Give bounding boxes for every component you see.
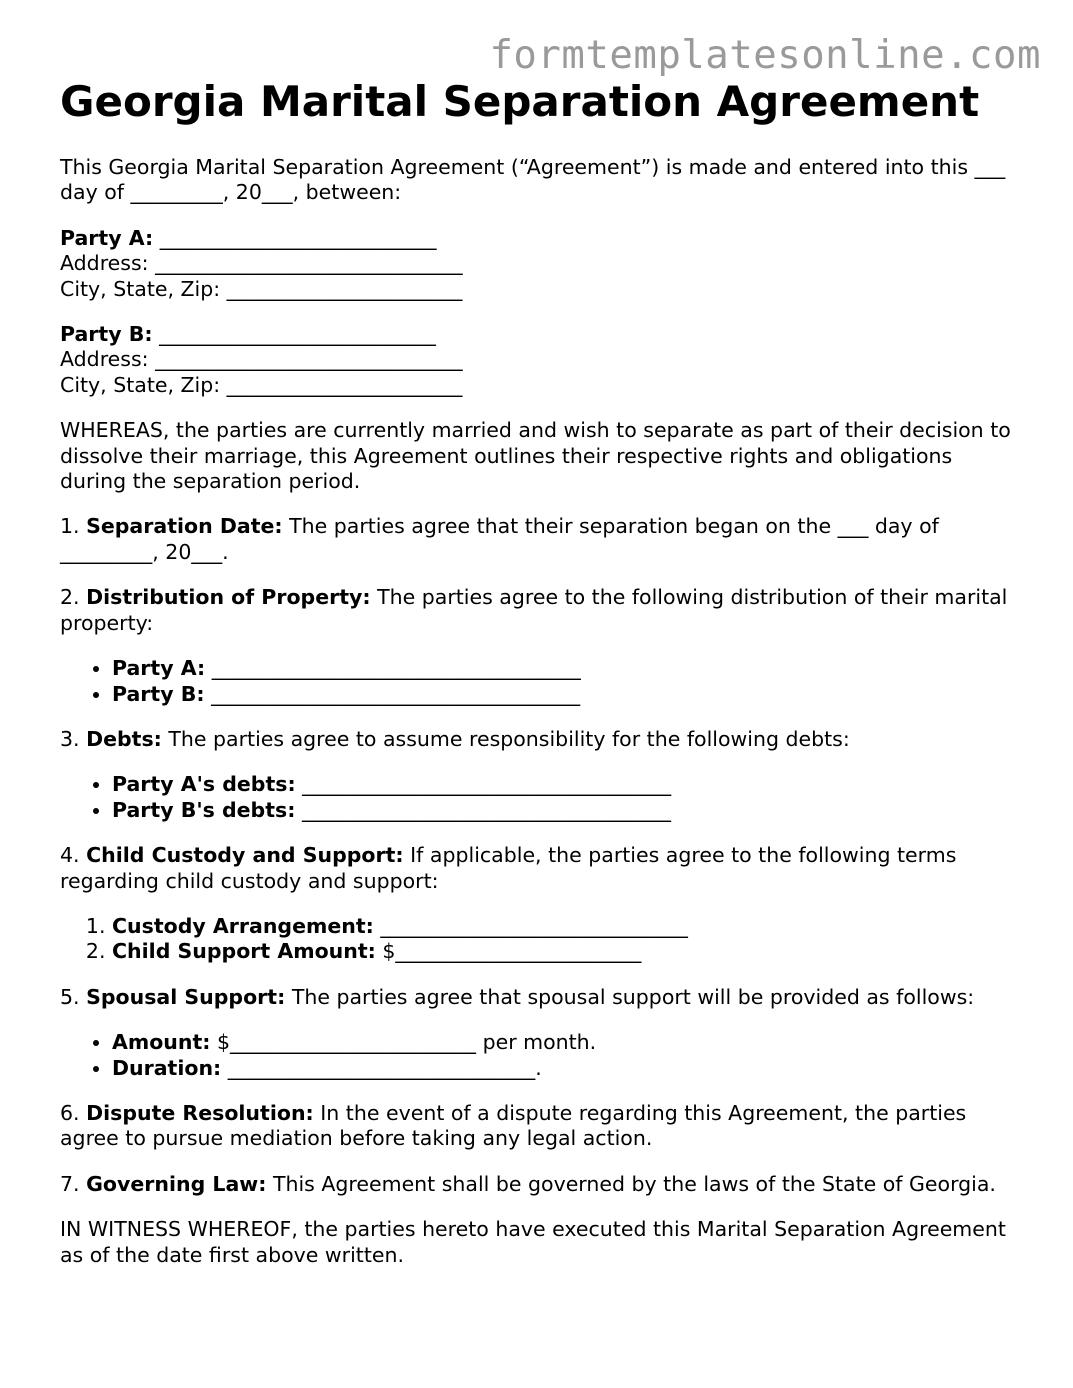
list-item bbox=[112, 1056, 1020, 1081]
section-number: 2. bbox=[60, 585, 87, 610]
section-heading: Separation Date: bbox=[86, 514, 283, 539]
section-heading: Spousal Support: bbox=[86, 984, 286, 1009]
item-label: Party B's debts: bbox=[112, 797, 296, 822]
section-heading: Dispute Resolution: bbox=[86, 1100, 314, 1125]
section-text: The parties agree that their separation began on the ___ day of _________, 20___. bbox=[60, 514, 939, 564]
item-blank: ____________________________________ bbox=[295, 772, 672, 797]
section-governing-law bbox=[60, 1172, 1020, 1197]
section-debts bbox=[60, 727, 1020, 752]
item-blank: ______________________________. bbox=[221, 1055, 542, 1080]
item-label: Party A's debts: bbox=[112, 772, 296, 797]
section-text: The parties agree to assume responsibility for the following debts: bbox=[161, 726, 850, 751]
section-text: In the event of a dispute regarding this Agreement, the parties agree to pursue mediation before taking any legal action. bbox=[60, 1100, 967, 1151]
party-a-name-line bbox=[60, 226, 1020, 251]
section-number: 1. bbox=[60, 514, 87, 539]
witness-paragraph: IN WITNESS WHEREOF, the parties hereto have executed this Marital Separation Agreement as of the date first above written. bbox=[60, 1217, 1006, 1267]
list-item bbox=[112, 682, 1020, 707]
party-b-address-line: Address: ______________________________ bbox=[60, 347, 463, 372]
party-a-address-line: Address: ______________________________ bbox=[60, 251, 463, 276]
party-b-label: Party B: bbox=[60, 322, 153, 347]
item-blank: ____________________________________ bbox=[204, 681, 581, 706]
section-dispute-resolution bbox=[60, 1101, 1020, 1152]
section-heading: Distribution of Property: bbox=[86, 585, 371, 610]
section-heading: Debts: bbox=[86, 726, 162, 751]
intro-paragraph: This Georgia Marital Separation Agreement (“Agreement”) is made and entered into this ___ day of _________, 20___, between: bbox=[60, 155, 1006, 205]
agreement-body bbox=[60, 155, 1020, 1288]
section-heading: Child Custody and Support: bbox=[86, 843, 404, 868]
custody-list bbox=[60, 914, 1020, 965]
section-text: If applicable, the parties agree to the following terms regarding child custody and support: bbox=[60, 843, 957, 893]
item-label: Duration: bbox=[112, 1055, 222, 1080]
section-child-custody bbox=[60, 843, 1020, 894]
item-label: Child Support Amount: bbox=[112, 939, 376, 964]
section-spousal-support bbox=[60, 985, 1020, 1010]
item-label: Custody Arrangement: bbox=[112, 913, 374, 938]
watermark: formtemplatesonline.com bbox=[489, 33, 1041, 78]
list-item bbox=[112, 939, 1020, 964]
item-blank: ______________________________ bbox=[373, 913, 688, 938]
item-label: Party A: bbox=[112, 656, 206, 681]
property-list bbox=[60, 656, 1020, 707]
party-a-name-blank: ___________________________ bbox=[153, 225, 437, 250]
debts-list bbox=[60, 772, 1020, 823]
party-b-city-line: City, State, Zip: _______________________ bbox=[60, 372, 463, 397]
document-title: Georgia Marital Separation Agreement bbox=[60, 77, 980, 126]
party-b-name-line bbox=[60, 322, 1020, 347]
section-text: This Agreement shall be governed by the laws of the State of Georgia. bbox=[266, 1171, 996, 1196]
party-b-block bbox=[60, 322, 1020, 398]
item-blank: ____________________________________ bbox=[295, 797, 671, 822]
section-text: The parties agree to the following distribution of their marital property: bbox=[60, 585, 1008, 635]
item-label: Party B: bbox=[112, 681, 205, 706]
party-a-city-line: City, State, Zip: _______________________ bbox=[60, 276, 463, 301]
item-label: Amount: bbox=[112, 1030, 211, 1055]
list-item bbox=[112, 1030, 1020, 1055]
section-number: 5. bbox=[60, 984, 87, 1009]
party-a-label: Party A: bbox=[60, 225, 154, 250]
section-separation-date bbox=[60, 514, 1020, 565]
section-property bbox=[60, 585, 1020, 636]
section-number: 7. bbox=[60, 1171, 87, 1196]
section-text: The parties agree that spousal support will be provided as follows: bbox=[285, 984, 975, 1009]
party-b-name-blank: ___________________________ bbox=[152, 322, 436, 347]
list-item bbox=[112, 656, 1020, 681]
party-a-block bbox=[60, 226, 1020, 302]
section-number: 6. bbox=[60, 1100, 87, 1125]
spousal-support-list bbox=[60, 1030, 1020, 1081]
whereas-paragraph: WHEREAS, the parties are currently married and wish to separate as part of their decision to dissolve their marriage, this Agreement outlines their respective rights and obligations during the separation period. bbox=[60, 418, 1011, 494]
section-number: 4. bbox=[60, 843, 87, 868]
section-heading: Governing Law: bbox=[86, 1171, 267, 1196]
list-item bbox=[112, 772, 1020, 797]
section-number: 3. bbox=[60, 726, 87, 751]
item-blank: ____________________________________ bbox=[205, 656, 581, 681]
list-item bbox=[112, 798, 1020, 823]
item-blank: $________________________ bbox=[375, 939, 642, 964]
list-item bbox=[112, 914, 1020, 939]
item-blank: $________________________ per month. bbox=[210, 1030, 597, 1055]
